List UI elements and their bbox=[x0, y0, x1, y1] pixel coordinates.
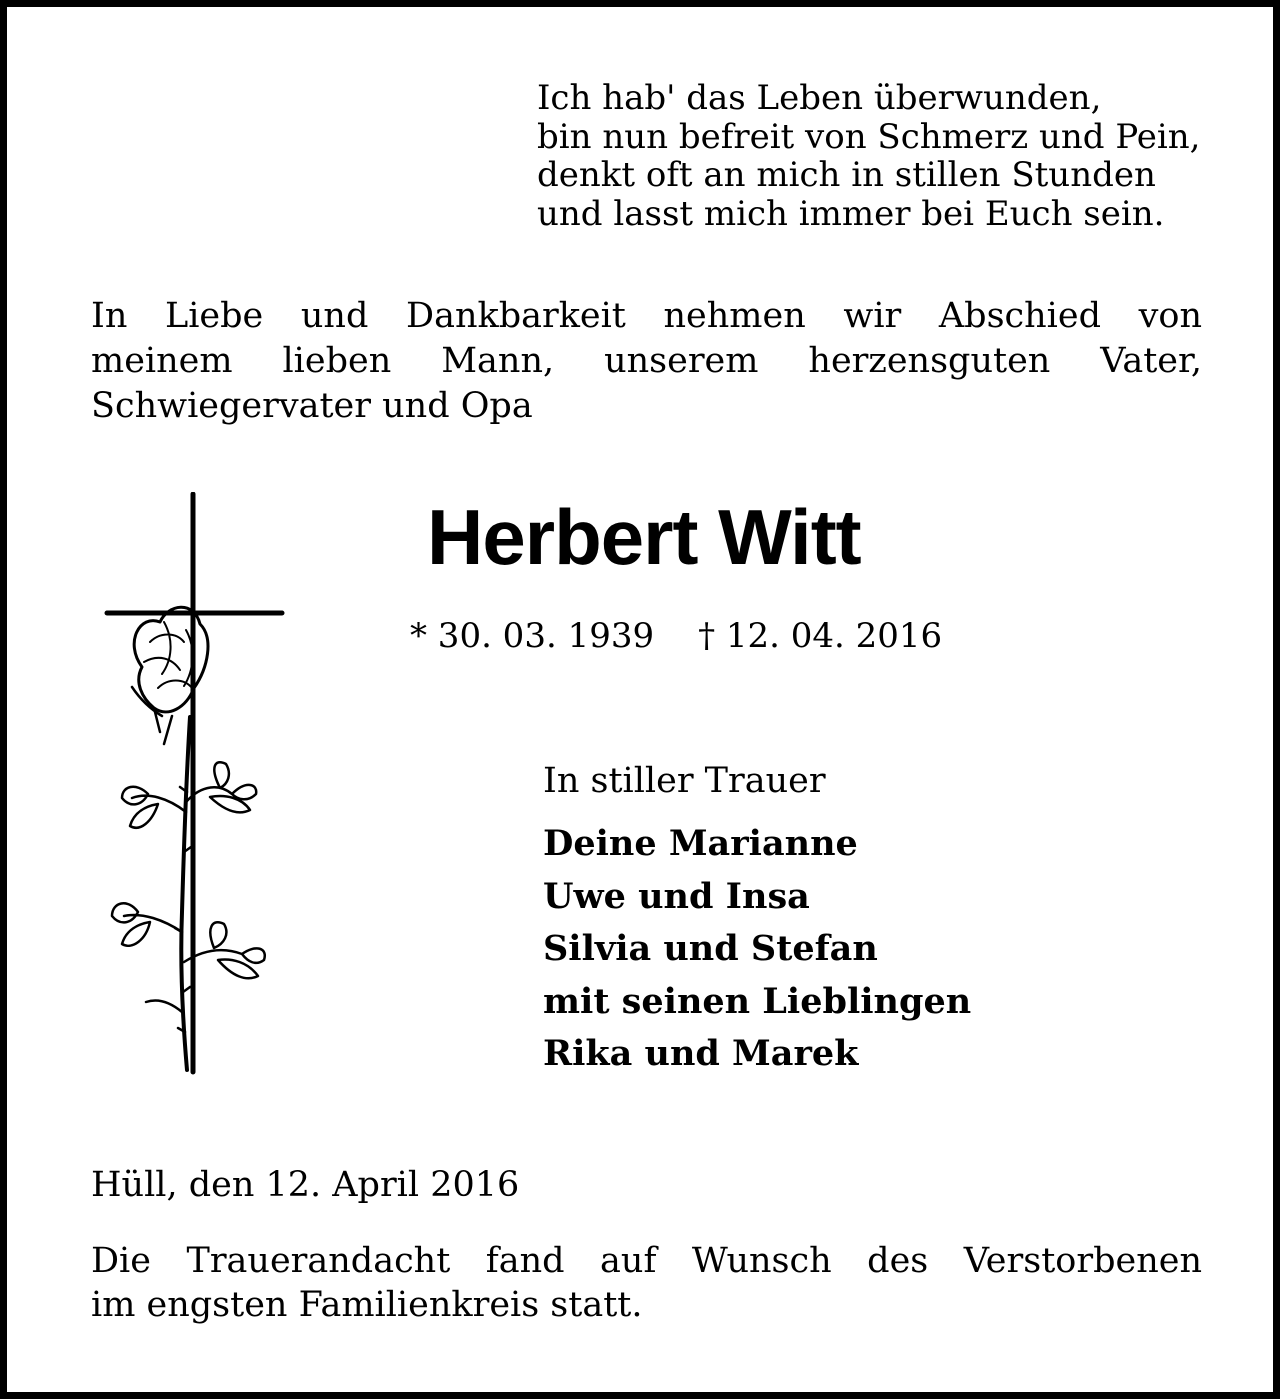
mourner-name: mit seinen Lieblingen bbox=[543, 980, 972, 1022]
poem-line: denkt oft an mich in stillen Stunden bbox=[537, 155, 1156, 195]
mourner-name: Uwe und Insa bbox=[543, 875, 810, 917]
closing-line: im engsten Familienkreis statt. bbox=[91, 1285, 643, 1325]
poem-line: und lasst mich immer bei Euch sein. bbox=[537, 193, 1165, 234]
mourner-name: Deine Marianne bbox=[543, 823, 858, 864]
farewell-line: In Liebe und Dankbarkeit nehmen wir Abschied von bbox=[91, 296, 1202, 336]
mourning-intro: In stiller Trauer bbox=[543, 761, 826, 801]
deceased-name: Herbert Witt bbox=[427, 493, 861, 581]
mourners-list bbox=[543, 818, 971, 1081]
farewell-line: Schwiegervater und Opa bbox=[91, 386, 533, 426]
closing-line: Die Trauerandacht fand auf Wunsch des Verstorbenen bbox=[91, 1241, 1202, 1281]
poem bbox=[537, 79, 1237, 233]
mourner-name: Rika und Marek bbox=[543, 1033, 859, 1074]
place-date: Hüll, den 12. April 2016 bbox=[91, 1165, 520, 1205]
poem-line: Ich hab' das Leben überwunden, bbox=[537, 78, 1102, 118]
life-dates bbox=[410, 614, 942, 658]
poem-line: bin nun befreit von Schmerz und Pein, bbox=[537, 116, 1201, 157]
cross-with-rose-icon bbox=[102, 492, 287, 1082]
farewell-line: meinem lieben Mann, unserem herzensguten Vater, bbox=[91, 341, 1202, 381]
birth-date: * 30. 03. 1939 bbox=[410, 616, 655, 656]
farewell-text bbox=[91, 294, 1202, 429]
death-date: † 12. 04. 2016 bbox=[698, 616, 943, 656]
closing-note bbox=[91, 1239, 1202, 1327]
mourner-name: Silvia und Stefan bbox=[543, 928, 878, 969]
